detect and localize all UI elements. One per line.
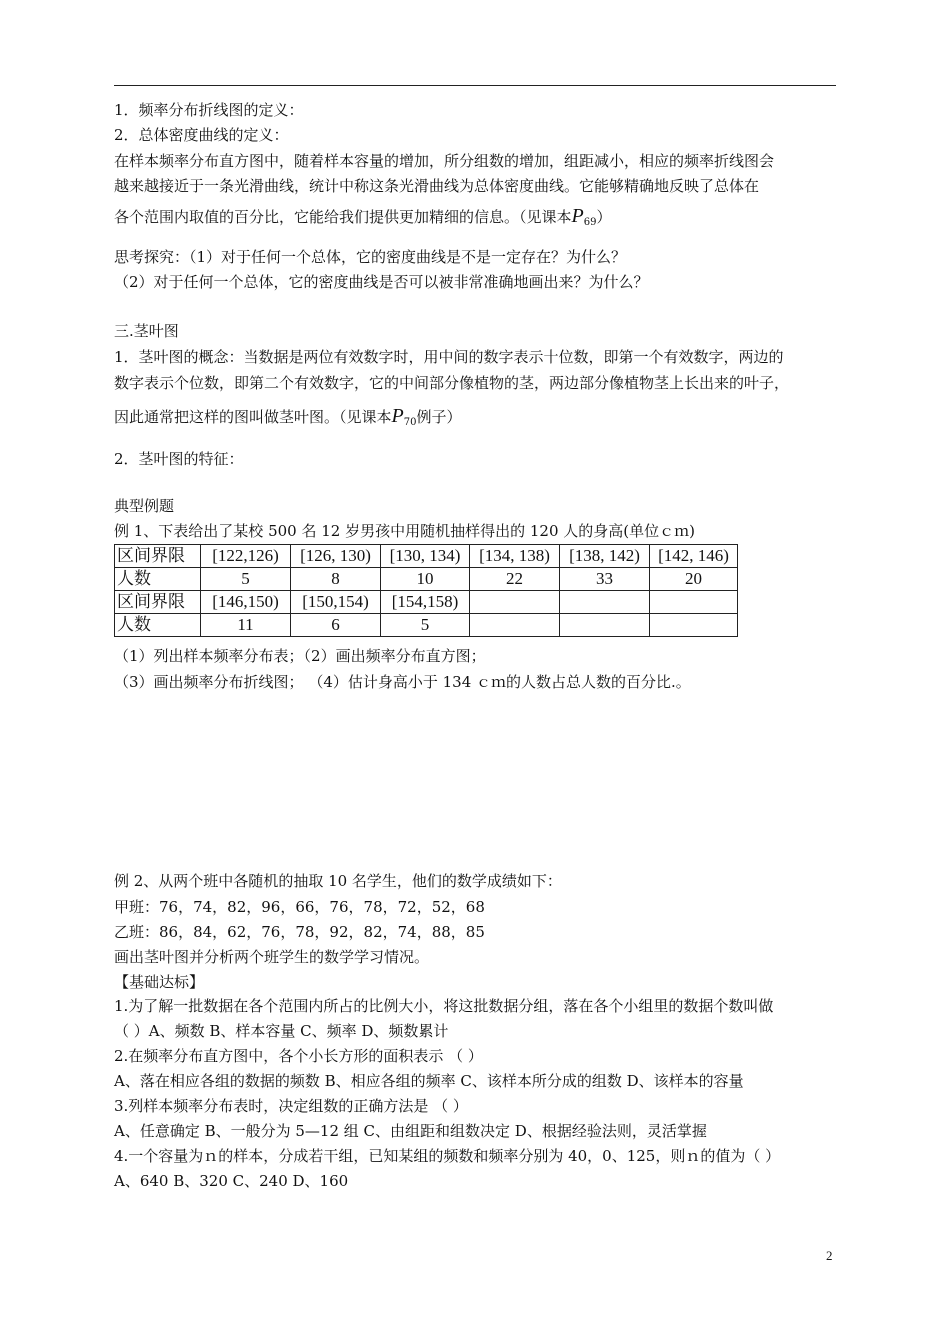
basics-question-4: 4.一个容量为ｎ的样本，分成若干组，已知某组的频数和频率分别为 40，0、125，则ｎ的值为（ ） [114, 1147, 781, 1165]
table-cell: 5 [201, 568, 291, 591]
density-para-line-2: 越来越接近于一条光滑曲线，统计中称这条光滑曲线为总体密度曲线。它能够精确地反映了总体在 [114, 177, 760, 195]
basics-question-1-options: （ ）A、频数 B、样本容量 C、频率 D、频数累计 [114, 1022, 449, 1040]
table-row [115, 568, 738, 591]
table-cell: 6 [291, 614, 381, 637]
table-row [115, 614, 738, 637]
class-b-scores: 乙班：86，84，62，76，78，92，82，74，88，85 [114, 923, 485, 941]
table-cell: [130, 134) [381, 545, 470, 568]
think-question-2: （2）对于任何一个总体，它的密度曲线是否可以被非常准确地画出来？为什么？ [114, 273, 649, 291]
example-2-task: 画出茎叶图并分析两个班学生的数学学习情况。 [114, 948, 430, 966]
examples-heading: 典型例题 [114, 497, 175, 515]
stem-leaf-para-close: 例子） [416, 408, 462, 426]
density-para-line-1: 在样本频率分布直方图中，随着样本容量的增加，所分组数的增加，组距减小，相应的频率折线图会 [114, 152, 775, 170]
table-cell: [138, 142) [560, 545, 650, 568]
table-row [115, 545, 738, 568]
stem-leaf-feature: 2．茎叶图的特征： [114, 450, 244, 468]
height-data-table [114, 544, 738, 637]
table-cell: 20 [650, 568, 738, 591]
header-rule [114, 85, 836, 86]
table-cell: 人数 [115, 568, 201, 591]
table-cell: 33 [560, 568, 650, 591]
example-1-statement: 例 1、下表给出了某校 500 名 12 岁男孩中用随机抽样得出的 120 人的身高(单位ｃｍ) [114, 522, 695, 540]
textbook-page-p: P [571, 205, 584, 227]
table-cell [650, 591, 738, 614]
table-cell: [142, 146) [650, 545, 738, 568]
table-cell [470, 614, 560, 637]
table-cell: 22 [470, 568, 560, 591]
basics-title: 【基础达标】 [114, 973, 205, 991]
stem-leaf-para-line-2: 数字表示个位数，即第二个有效数字，它的中间部分像植物的茎，两边部分像植物茎上长出来的叶子， [114, 374, 790, 392]
page-number: 2 [826, 1248, 833, 1263]
textbook-page-number-2: 70 [403, 417, 417, 428]
table-cell: [150,154) [291, 591, 381, 614]
table-cell: 5 [381, 614, 470, 637]
table-cell: 11 [201, 614, 291, 637]
table-cell: 人数 [115, 614, 201, 637]
table-cell [470, 591, 560, 614]
table-cell [560, 614, 650, 637]
table-cell: [154,158) [381, 591, 470, 614]
table-cell: [146,150) [201, 591, 291, 614]
stem-leaf-para-line-3 [114, 406, 461, 433]
basics-question-4-options: A、640 B、320 C、240 D、160 [114, 1172, 349, 1190]
density-para-line-3 [114, 206, 611, 233]
example-1-questions-2: （3）画出频率分布折线图； （4）估计身高小于 134 ｃｍ的人数占总人数的百分比.。 [114, 673, 691, 691]
stem-leaf-para-line-1: 1．茎叶图的概念：当数据是两位有效数字时，用中间的数字表示十位数，即第一个有效数字，两边的 [114, 348, 784, 366]
table-cell: 10 [381, 568, 470, 591]
stem-leaf-title: 三.茎叶图 [114, 322, 179, 340]
basics-question-3: 3.列样本频率分布表时，决定组数的正确方法是 （ ） [114, 1097, 468, 1115]
table-cell: 区间界限 [115, 591, 201, 614]
table-cell: 8 [291, 568, 381, 591]
basics-question-2-options: A、落在相应各组的数据的频数 B、相应各组的频率 C、该样本所分成的组数 D、该样本的容量 [114, 1072, 744, 1090]
table-row [115, 591, 738, 614]
textbook-page-p-2: P [391, 405, 404, 427]
table-cell: [126, 130) [291, 545, 381, 568]
table-cell [560, 591, 650, 614]
density-para-text: 各个范围内取值的百分比，它能给我们提供更加精细的信息。（见课本 [114, 208, 572, 226]
table-cell [650, 614, 738, 637]
density-curve-definition: 2．总体密度曲线的定义： [114, 126, 289, 144]
basics-question-1: 1.为了解一批数据在各个范围内所占的比例大小，将这批数据分组，落在各个小组里的数据个数叫做 [114, 997, 774, 1015]
table-cell: 区间界限 [115, 545, 201, 568]
textbook-page-number: 69 [583, 217, 597, 228]
example-1-questions-1: （1）列出样本频率分布表；（2）画出频率分布直方图； [114, 647, 486, 665]
basics-question-3-options: A、任意确定 B、一般分为 5—12 组 C、由组距和组数决定 D、根据经验法则，灵活掌握 [114, 1122, 707, 1140]
think-question-1: 思考探究：（1）对于任何一个总体，它的密度曲线是不是一定存在？为什么？ [114, 248, 627, 266]
basics-question-2: 2.在频率分布直方图中，各个小长方形的面积表示 （ ） [114, 1047, 483, 1065]
class-a-scores: 甲班：76，74，82，96，66，76，78，72，52，68 [114, 898, 485, 916]
table-cell: [122,126) [201, 545, 291, 568]
table-cell: [134, 138) [470, 545, 560, 568]
stem-leaf-para-text: 因此通常把这样的图叫做茎叶图。（见课本 [114, 408, 392, 426]
density-para-close: ） [596, 208, 612, 226]
freq-polygon-definition: 1．频率分布折线图的定义： [114, 101, 304, 119]
example-2-statement: 例 2、从两个班中各随机的抽取 10 名学生，他们的数学成绩如下： [114, 872, 562, 890]
